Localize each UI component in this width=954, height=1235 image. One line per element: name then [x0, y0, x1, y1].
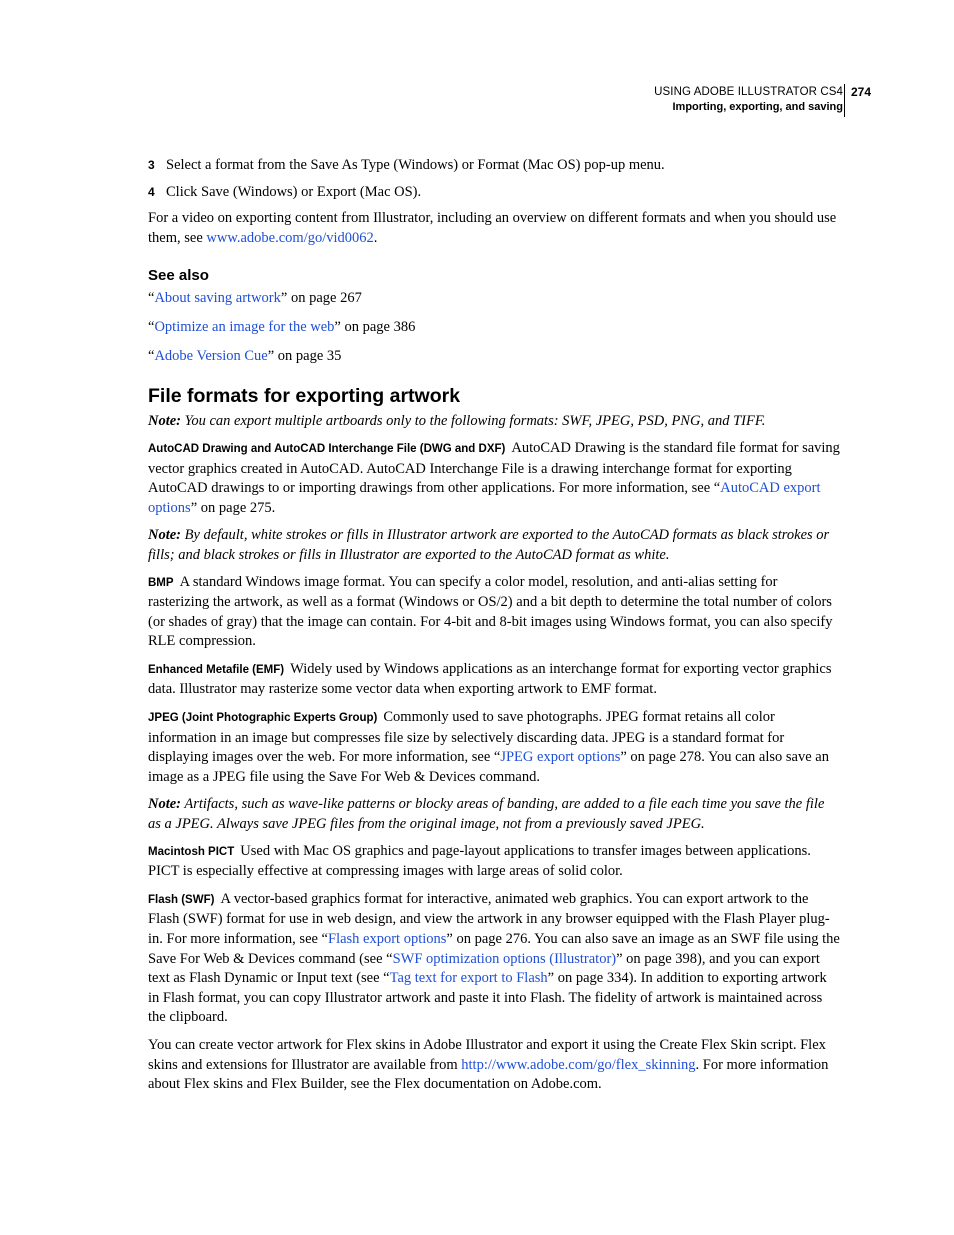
flex-paragraph: You can create vector artwork for Flex skins in Adobe Illustrator and export it using the Create Flex Skin script. Flex skins and extensions for Illustrator are available from http://www.adobe.com/go/flex_skinning. For more information about Flex skins and Flex Builder, see the Flex documentation on Adobe.com.	[148, 1036, 829, 1093]
video-link[interactable]: www.adobe.com/go/vid0062	[206, 229, 374, 246]
page-number: 274	[851, 85, 872, 99]
see-also-item: “About saving artwork” on page 267	[148, 289, 362, 306]
entry-swf: Flash (SWF) A vector-based graphics format for interactive, animated web graphics. You can export artwork to the Flash (SWF) format for use in web design, and view the artwork in any browser equipped with the Flash Player plug-in. For more information, see “Flash export options” on page 276. You can also save an image as an SWF file using the Save For Web & Devices command (see “SWF optimization options (Illustrator)” on page 398), and you can export text as Flash Dynamic or Input text (see “Tag text for export to Flash” on page 334). In addition to exporting artwork in Flash format, you can copy Illustrator artwork and paste it into Flash. The fidelity of artwork is maintained across the clipboard.	[148, 890, 840, 1026]
step-number: 4	[148, 184, 155, 199]
note-autocad: Note: By default, white strokes or fills in Illustrator artwork are exported to the AutoCAD formats as black strokes or fills; and black strokes or fills in Illustrator are exported to the AutoCAD format as white.	[148, 527, 830, 563]
entry-emf: Enhanced Metafile (EMF) Widely used by Windows applications as an interchange format for exporting vector graphics data. Illustrator may rasterize some vector data when exporting artwork to EMF format.	[148, 660, 832, 698]
step-4	[148, 183, 840, 203]
page-body	[148, 156, 840, 1103]
entry-autocad: AutoCAD Drawing and AutoCAD Interchange File (DWG and DXF) AutoCAD Drawing is the standard file format for saving vector graphics created in AutoCAD. AutoCAD Interchange File is a drawing interchange format for exporting AutoCAD drawings to or importing drawings from other applications. For more information, see “AutoCAD export options” on page 275.	[148, 439, 840, 516]
term-swf: Flash (SWF)	[148, 893, 215, 906]
header-section: Importing, exporting, and saving	[672, 101, 843, 113]
tag-text-link[interactable]: Tag text for export to Flash	[389, 970, 548, 987]
see-also-item: “Optimize an image for the web” on page 386	[148, 319, 416, 336]
video-paragraph: For a video on exporting content from Illustrator, including an overview on different formats and when you should use them, see www.adobe.com/go/vid0062.	[148, 210, 837, 246]
see-also-link-saving[interactable]: About saving artwork	[154, 289, 281, 306]
term-jpeg: JPEG (Joint Photographic Experts Group)	[148, 712, 378, 725]
header-doc-title: USING ADOBE ILLUSTRATOR CS4	[654, 86, 843, 98]
autocad-export-link[interactable]: AutoCAD export options	[148, 480, 821, 516]
header-divider	[844, 84, 845, 117]
flash-export-link[interactable]: Flash export options	[328, 931, 447, 947]
see-also-heading: See also	[148, 267, 209, 285]
entry-bmp: BMP A standard Windows image format. You can specify a color model, resolution, and anti-alias setting for rasterizing the artwork, as well as a format (Windows or OS/2) and a bit depth to determine the total number of colors (or shades of gray) that the image can contain. For 4-bit and 8-bit images using Windows format, you can also specify RLE compression.	[148, 573, 833, 650]
see-also-link-version-cue[interactable]: Adobe Version Cue	[154, 348, 268, 365]
flex-skinning-link[interactable]: http://www.adobe.com/go/flex_skinning	[461, 1056, 696, 1073]
term-bmp: BMP	[148, 576, 174, 589]
swf-optimization-link[interactable]: SWF optimization options (Illustrator)	[392, 950, 617, 967]
term-emf: Enhanced Metafile (EMF)	[148, 663, 285, 676]
jpeg-export-link[interactable]: JPEG export options	[500, 749, 621, 766]
entry-pict: Macintosh PICT Used with Mac OS graphics and page-layout applications to transfer images between applications. PICT is especially effective at compressing images with large areas of solid color.	[148, 842, 811, 880]
see-also-item: “Adobe Version Cue” on page 35	[148, 348, 342, 365]
running-header	[443, 86, 843, 113]
step-3	[148, 156, 840, 176]
step-text: Select a format from the Save As Type (Windows) or Format (Mac OS) pop-up menu.	[166, 157, 665, 173]
see-also-link-optimize[interactable]: Optimize an image for the web	[154, 319, 335, 336]
step-text: Click Save (Windows) or Export (Mac OS).	[166, 183, 422, 200]
term-autocad: AutoCAD Drawing and AutoCAD Interchange File (DWG and DXF)	[148, 442, 506, 455]
section-title: File formats for exporting artwork	[148, 384, 461, 407]
entry-jpeg: JPEG (Joint Photographic Experts Group) Commonly used to save photographs. JPEG format retains all color information in an image but compresses file size by selectively discarding data. JPEG is a standard format for displaying images over the web. For more information, see “JPEG export options” on page 278. You can also save an image as a JPEG file using the Save For Web & Devices command.	[148, 709, 829, 785]
note-jpeg: Note: Artifacts, such as wave-like patterns or blocky areas of banding, are added to a file each time you save the file as a JPEG. Always save JPEG files from the original image, not from a previously saved JPEG.	[148, 796, 825, 833]
note-artboards: Note: You can export multiple artboards only to the following formats: SWF, JPEG, PSD, PNG, and TIFF.	[148, 413, 766, 430]
step-number: 3	[148, 158, 155, 172]
term-pict: Macintosh PICT	[148, 845, 235, 858]
